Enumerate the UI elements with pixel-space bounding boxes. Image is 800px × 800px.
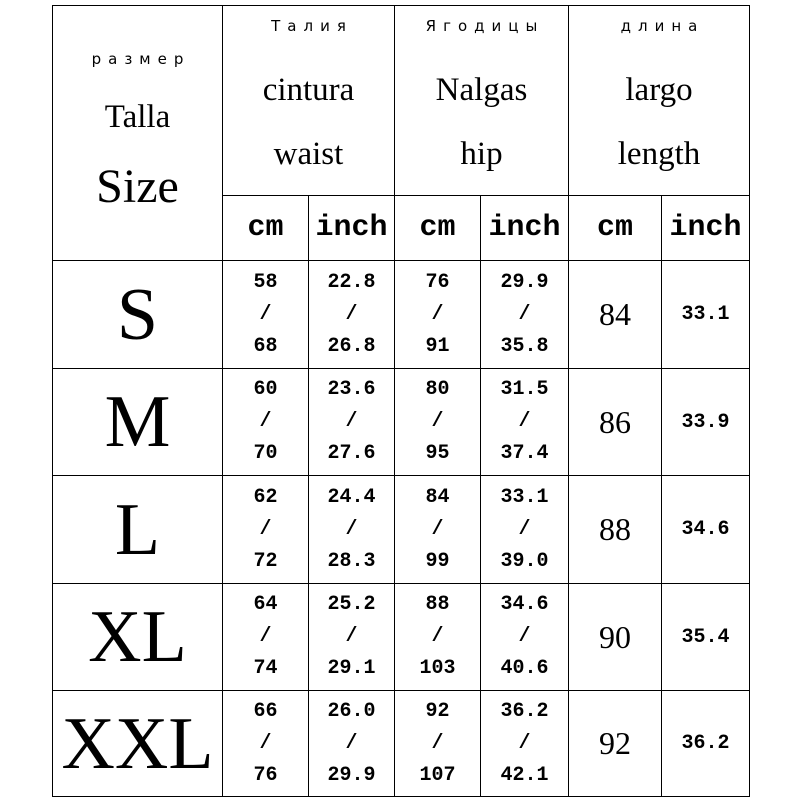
length-inch-value: 33.1 — [662, 261, 750, 369]
range-line: 103 — [419, 657, 456, 680]
size-row-s — [53, 261, 750, 369]
waist-inch-range — [309, 691, 395, 797]
hip-inch-range — [481, 261, 569, 369]
range-line: 107 — [419, 763, 456, 787]
hip-inch-range — [481, 476, 569, 584]
range-line: 35.8 — [500, 334, 549, 358]
range-line: 68 — [253, 334, 278, 358]
length-cm-value: 88 — [569, 476, 662, 584]
range-line: / — [345, 625, 358, 648]
range-line: / — [345, 302, 358, 326]
length-cm-value: 92 — [569, 691, 662, 797]
range-line: 76 — [253, 763, 278, 787]
hip-cm-range — [395, 369, 481, 476]
size-label: M — [53, 369, 223, 476]
range-line: 31.5 — [500, 378, 549, 401]
hip-inch-unit: inch — [481, 196, 569, 261]
range-line: / — [431, 302, 444, 326]
size-row-xxl — [53, 691, 750, 797]
size-label: L — [53, 476, 223, 584]
header-waist-cell — [223, 6, 395, 196]
header-waist-es: cintura — [262, 71, 355, 108]
range-line: 42.1 — [500, 763, 549, 787]
range-line: / — [431, 731, 444, 755]
waist-cm-range — [223, 584, 309, 691]
range-line: 91 — [425, 334, 450, 358]
header-hip-en: hip — [460, 135, 503, 172]
range-line: / — [259, 731, 272, 755]
hip-cm-unit: cm — [395, 196, 481, 261]
hip-cm-range — [395, 584, 481, 691]
range-line: 29.9 — [500, 270, 549, 294]
range-line: 60 — [253, 378, 278, 401]
range-line: / — [431, 517, 444, 541]
waist-inch-range — [309, 261, 395, 369]
header-hip-cell — [395, 6, 569, 196]
range-line: 99 — [425, 549, 450, 573]
range-line: / — [518, 517, 531, 541]
range-line: 74 — [253, 657, 278, 680]
range-line: 92 — [425, 699, 450, 723]
range-line: 25.2 — [327, 593, 376, 616]
range-line: / — [518, 731, 531, 755]
length-cm-unit: cm — [569, 196, 662, 261]
range-line: / — [345, 731, 358, 755]
header-length-en: length — [617, 135, 701, 172]
range-line: 29.1 — [327, 657, 376, 680]
range-line: 22.8 — [327, 270, 376, 294]
size-row-xl — [53, 584, 750, 691]
hip-cm-range — [395, 476, 481, 584]
header-hip-es: Nalgas — [435, 71, 528, 108]
size-label: XXL — [53, 691, 223, 797]
range-line: 72 — [253, 549, 278, 573]
header-row-labels — [53, 6, 750, 196]
header-size-en: Size — [96, 160, 179, 213]
hip-inch-range — [481, 584, 569, 691]
header-size-es: Talla — [104, 99, 171, 135]
range-line: 26.8 — [327, 334, 376, 358]
length-inch-value: 35.4 — [662, 584, 750, 691]
range-line: 27.6 — [327, 442, 376, 465]
range-line: 34.6 — [500, 593, 549, 616]
range-line: / — [345, 517, 358, 541]
waist-cm-range — [223, 369, 309, 476]
length-inch-value: 36.2 — [662, 691, 750, 797]
waist-cm-range — [223, 476, 309, 584]
range-line: 80 — [425, 378, 450, 401]
header-length-ru: длина — [620, 16, 705, 35]
length-inch-value: 33.9 — [662, 369, 750, 476]
range-line: / — [518, 302, 531, 326]
size-label: XL — [53, 584, 223, 691]
range-line: / — [345, 410, 358, 433]
range-line: 26.0 — [327, 699, 376, 723]
hip-cm-range — [395, 261, 481, 369]
range-line: 70 — [253, 442, 278, 465]
size-label: S — [53, 261, 223, 369]
hip-inch-range — [481, 369, 569, 476]
waist-inch-range — [309, 369, 395, 476]
size-row-m — [53, 369, 750, 476]
waist-cm-unit: cm — [223, 196, 309, 261]
hip-cm-range — [395, 691, 481, 797]
range-line: / — [431, 410, 444, 433]
range-line: 28.3 — [327, 549, 376, 573]
range-line: 29.9 — [327, 763, 376, 787]
waist-cm-range — [223, 261, 309, 369]
size-row-l — [53, 476, 750, 584]
range-line: 62 — [253, 485, 278, 509]
range-line: 84 — [425, 485, 450, 509]
range-line: 64 — [253, 593, 278, 616]
range-line: 23.6 — [327, 378, 376, 401]
range-line: / — [259, 302, 272, 326]
range-line: / — [259, 410, 272, 433]
length-cm-value: 84 — [569, 261, 662, 369]
range-line: 76 — [425, 270, 450, 294]
header-waist-en: waist — [273, 135, 344, 172]
length-inch-value: 34.6 — [662, 476, 750, 584]
range-line: 66 — [253, 699, 278, 723]
range-line: 33.1 — [500, 485, 549, 509]
range-line: / — [518, 410, 531, 433]
header-size-cell — [53, 6, 223, 261]
range-line: 58 — [253, 270, 278, 294]
range-line: / — [518, 625, 531, 648]
header-size-ru: размер — [91, 50, 191, 68]
length-cm-value: 86 — [569, 369, 662, 476]
length-inch-unit: inch — [662, 196, 750, 261]
header-length-es: largo — [625, 71, 693, 108]
range-line: / — [259, 517, 272, 541]
range-line: / — [431, 625, 444, 648]
range-line: 36.2 — [500, 699, 549, 723]
waist-inch-range — [309, 476, 395, 584]
size-chart-table — [52, 5, 750, 797]
range-line: 37.4 — [500, 442, 549, 465]
header-waist-ru: Талия — [271, 16, 353, 35]
range-line: 39.0 — [500, 549, 549, 573]
waist-cm-range — [223, 691, 309, 797]
waist-inch-unit: inch — [309, 196, 395, 261]
hip-inch-range — [481, 691, 569, 797]
waist-inch-range — [309, 584, 395, 691]
range-line: 24.4 — [327, 485, 376, 509]
header-hip-ru: Ягодицы — [425, 16, 545, 35]
header-length-cell — [569, 6, 750, 196]
range-line: 95 — [425, 442, 450, 465]
length-cm-value: 90 — [569, 584, 662, 691]
range-line: 88 — [425, 593, 450, 616]
range-line: 40.6 — [500, 657, 549, 680]
range-line: / — [259, 625, 272, 648]
